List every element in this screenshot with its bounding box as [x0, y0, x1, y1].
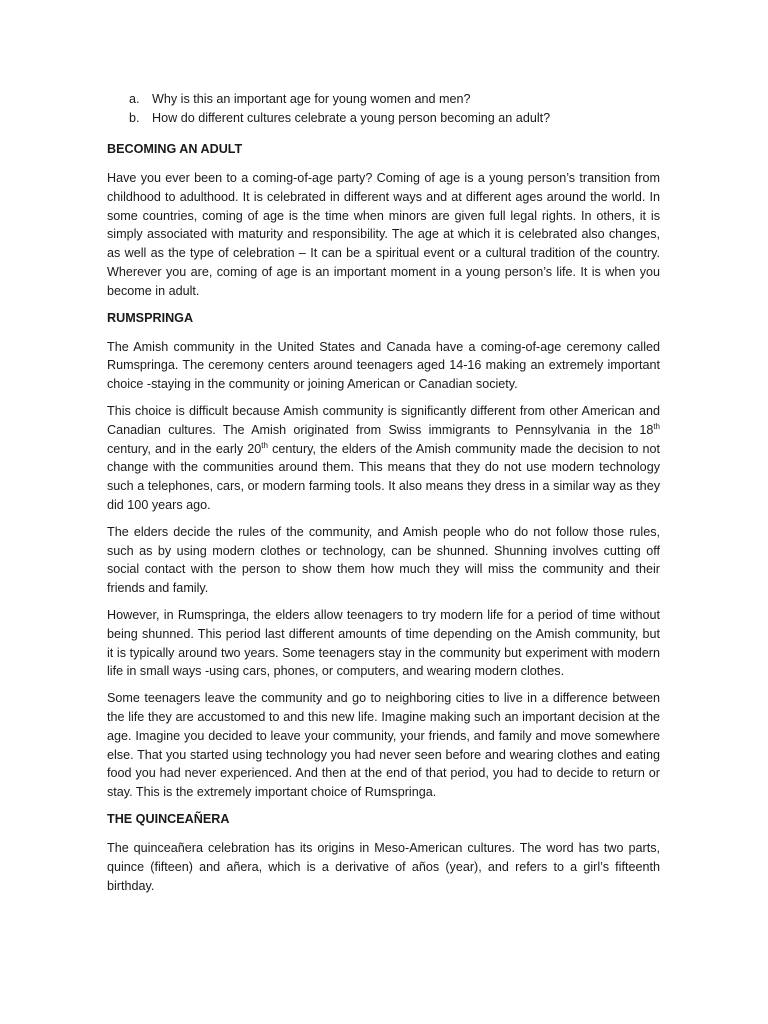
- heading-rumspringa: RUMSPRINGA: [107, 310, 194, 325]
- paragraph: Have you ever been to a coming-of-age party? Coming of age is a young person’s transition from childhood to adulthood. It is celebrated in different ways and at different ages around the world. In some countries, coming of age is the time when minors are given full legal rights. In others, it is simply associated with maturity and responsibility. The age at which it is celebrated also changes, as well as the type of celebration – It can be a spiritual event or a cultural tradition of the country. Wherever you are, coming of age is an important moment in a young person’s life. It is when you become in adult.: [107, 171, 660, 298]
- text-run: This choice is difficult because Amish community is significantly different from other American and Canadian cultures. The Amish originated from Swiss immigrants to Pennsylvania in the 18: [107, 403, 660, 437]
- question-text: Why is this an important age for young women and men?: [152, 92, 471, 106]
- list-marker: b.: [129, 111, 140, 125]
- paragraph: Some teenagers leave the community and go to neighboring cities to live in a difference between the life they are accustomed to and this new life. Imagine making such an important decision at the age. Imagine you decided to leave your community, your friends, and family and move somewhere else. That you started using technology you had never seen before and wearing clothes and eating food you had never experienced. And then at the end of that period, you had to decide to return or stay. This is the extremely important choice of Rumspringa.: [107, 691, 660, 800]
- list-item: [107, 109, 660, 128]
- superscript: th: [261, 440, 268, 450]
- heading-quinceanera: THE QUINCEAÑERA: [107, 811, 230, 826]
- paragraph: However, in Rumspringa, the elders allow teenagers to try modern life for a period of time without being shunned. This period last different amounts of time depending on the Amish community, but it is typically around two years. Some teenagers stay in the community but experiment with modern life in small ways -using cars, phones, or computers, and wearing modern clothes.: [107, 607, 660, 679]
- text-run: century, and in the early 20: [107, 441, 262, 456]
- list-item: [107, 90, 660, 109]
- list-marker: a.: [129, 92, 140, 106]
- question-text: How do different cultures celebrate a young person becoming an adult?: [152, 111, 551, 125]
- text-run: century, the elders of the Amish community made the decision to not change with the communities around them. This means that they do not use modern technology such a telephones, cars, or modern farming tools. It also means they dress in a similar way as they did 100 years ago.: [107, 441, 660, 512]
- paragraph: The Amish community in the United States and Canada have a coming-of-age ceremony called Rumspringa. The ceremony centers around teenagers aged 14-16 making an extremely important choice -staying in the community or joining American or Canadian society.: [107, 339, 660, 392]
- paragraph: The quinceañera celebration has its origins in Meso-American cultures. The word has two parts, quince (fifteen) and añera, which is a derivative of años (year), and refers to a girl’s fifteenth birthday.: [107, 840, 660, 893]
- heading-becoming-an-adult: BECOMING AN ADULT: [107, 142, 243, 156]
- superscript: th: [653, 421, 660, 431]
- paragraph: The elders decide the rules of the community, and Amish people who do not follow those rules, such as by using modern clothes or technology, can be shunned. Shunning involves cutting off social contact with the person to show them how much they will miss the community and their friends and family.: [107, 524, 660, 596]
- paragraph: [107, 402, 660, 515]
- question-list: [107, 90, 660, 128]
